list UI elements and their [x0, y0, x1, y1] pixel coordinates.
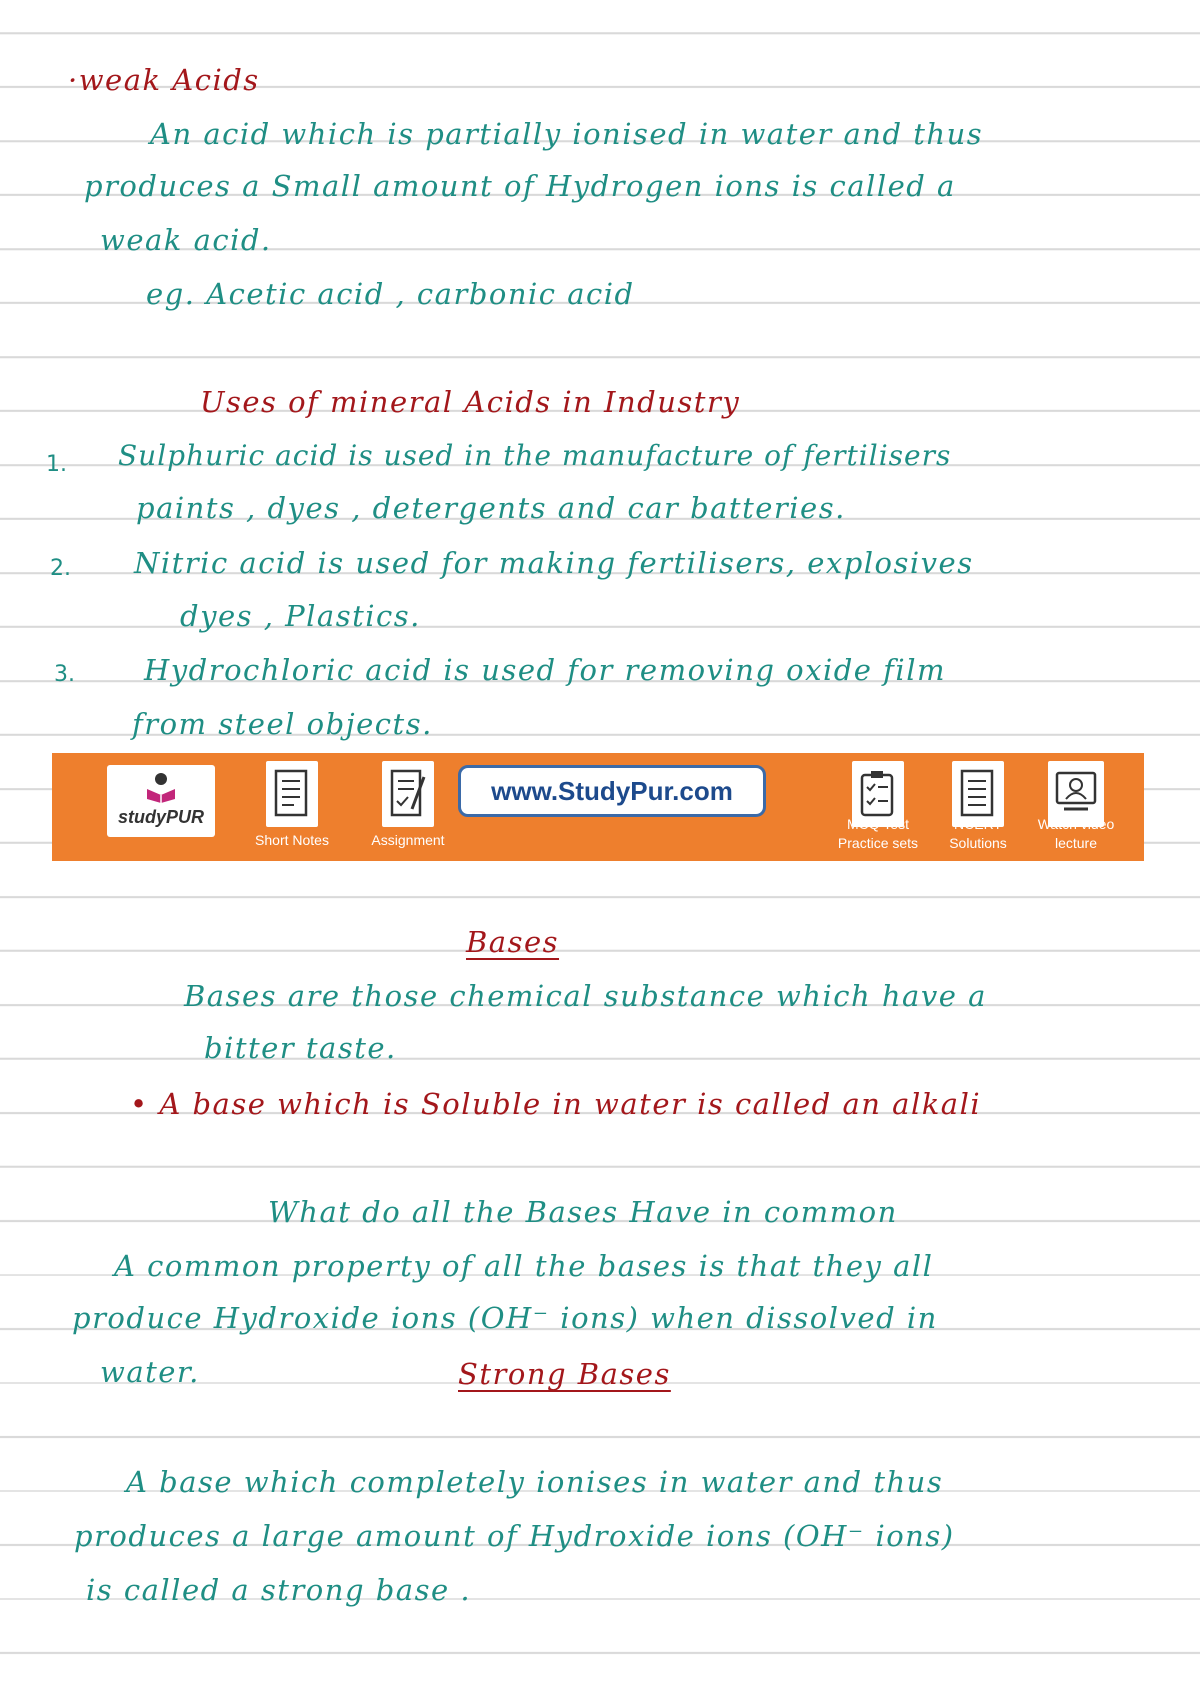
- studypur-logo[interactable]: [107, 765, 215, 837]
- common-line-3: water.: [100, 1355, 200, 1389]
- reader-logo-icon: [145, 771, 177, 803]
- assignment-icon: [388, 769, 428, 819]
- bases-line-2: bitter taste.: [204, 1031, 397, 1065]
- clipboard-checklist-icon: [858, 769, 898, 819]
- use-3-number: 3.: [54, 662, 75, 687]
- notes-icon: [272, 769, 312, 819]
- use-1-line-1: Sulphuric acid is used in the manufacture of fertilisers: [118, 439, 952, 472]
- assignment-label: Assignment: [371, 832, 445, 848]
- use-1-line-2: paints , dyes , detergents and car batteries.: [136, 491, 846, 525]
- document-icon: [958, 769, 998, 819]
- mcq-label-line-2: Practice sets: [837, 835, 919, 851]
- video-label-line-2: lecture: [1054, 835, 1098, 851]
- bases-line-1: Bases are those chemical substance which have a: [184, 979, 987, 1013]
- bases-heading: Bases: [466, 925, 560, 959]
- common-heading: What do all the Bases Have in common: [268, 1195, 898, 1229]
- video-lecture-icon: [1054, 769, 1098, 819]
- use-2-line-2: dyes , Plastics.: [180, 599, 421, 633]
- mcq-label: [822, 815, 934, 853]
- weak-acids-heading: ·weak Acids: [68, 63, 260, 97]
- common-line-2: produce Hydroxide ions (OH⁻ ions) when dissolved in: [72, 1301, 938, 1335]
- video-label: [1018, 815, 1134, 853]
- short-notes-button[interactable]: [266, 761, 318, 827]
- video-label-line-1: Watch video: [1037, 816, 1115, 832]
- logo-text: studyPUR: [117, 807, 204, 827]
- weak-acids-line-2: produces a Small amount of Hydrogen ions is called a: [84, 169, 956, 203]
- common-line-1: A common property of all the bases is that they all: [114, 1249, 934, 1283]
- use-2-line-1: Nitric acid is used for making fertilisers, explosives: [134, 546, 974, 580]
- ncert-label-line-1: NCERT: [954, 816, 1002, 832]
- alkali-bullet: • A base which is Soluble in water is called an alkali: [130, 1087, 982, 1121]
- ncert-label-line-2: Solutions: [949, 835, 1007, 851]
- assignment-button[interactable]: [382, 761, 434, 827]
- strong-bases-heading: Strong Bases: [458, 1357, 671, 1391]
- use-2-number: 2.: [50, 556, 71, 581]
- use-1-number: 1.: [46, 452, 67, 477]
- weak-acids-line-1: An acid which is partially ionised in water and thus: [150, 117, 984, 151]
- weak-acids-line-3: weak acid.: [100, 223, 272, 257]
- website-url-button[interactable]: www.StudyPur.com: [458, 765, 766, 817]
- strong-bases-line-3: is called a strong base .: [86, 1573, 472, 1607]
- weak-acids-example: eg. Acetic acid , carbonic acid: [146, 277, 635, 311]
- uses-heading: Uses of mineral Acids in Industry: [200, 385, 741, 419]
- mcq-label-line-1: MCQ Test: [847, 816, 909, 832]
- studypur-banner: [52, 753, 1144, 861]
- use-3-line-2: from steel objects.: [132, 707, 433, 741]
- use-3-line-1: Hydrochloric acid is used for removing oxide film: [144, 653, 946, 687]
- strong-bases-line-2: produces a large amount of Hydroxide ions (OH⁻ ions): [74, 1519, 955, 1553]
- strong-bases-line-1: A base which completely ionises in water and thus: [126, 1465, 944, 1499]
- short-notes-label: Short Notes: [255, 832, 329, 848]
